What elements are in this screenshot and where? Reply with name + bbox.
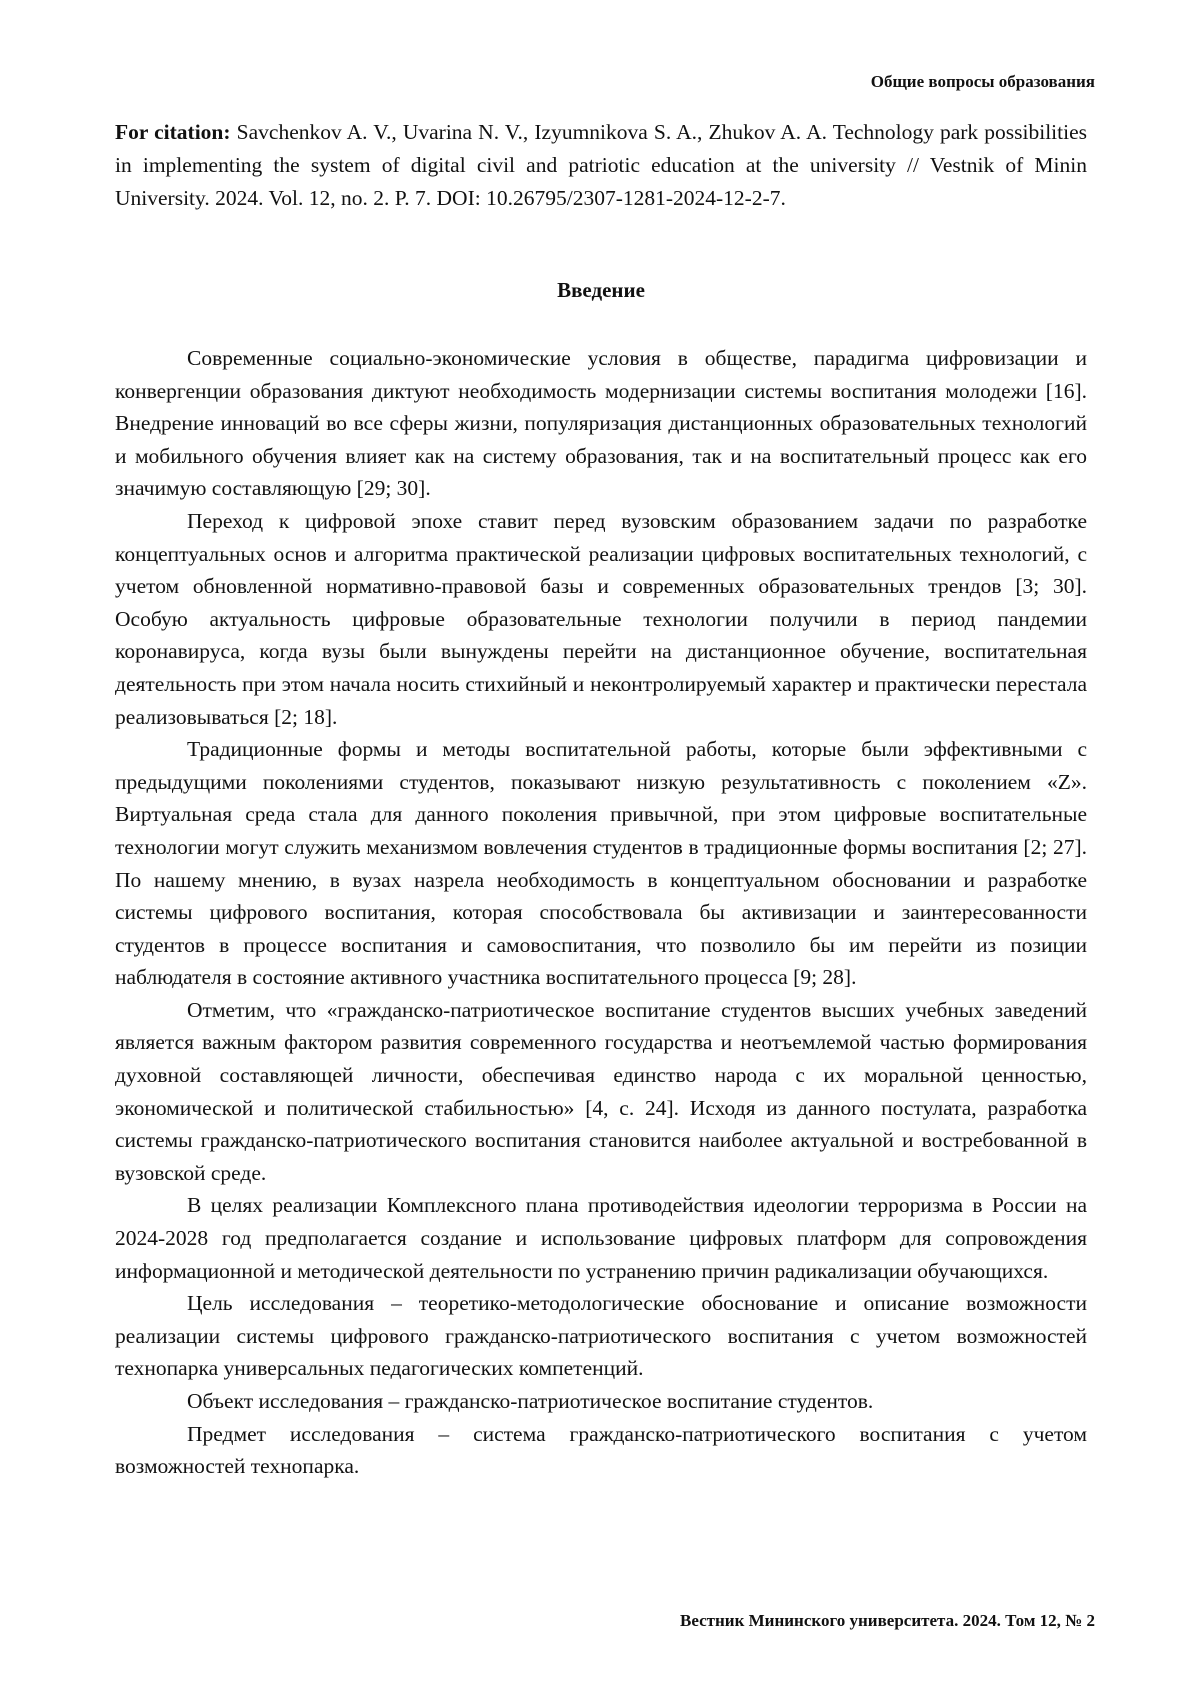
paragraph: Предмет исследования – система гражданско-патриотического воспитания с учетом возможностей технопарка. [115, 1418, 1087, 1483]
paragraph: Современные социально-экономические условия в обществе, парадигма цифровизации и конвергенции образования диктуют необходимость модернизации системы воспитания молодежи [16]. Внедрение инноваций во все сферы жизни, популяризация дистанционных образовательных технологий и мобильного обучения влияет как на систему образования, так и на воспитательный процесс как его значимую составляющую [29; 30]. [115, 342, 1087, 505]
running-footer: Вестник Мининского университета. 2024. Том 12, № 2 [680, 1611, 1095, 1631]
citation-text: Savchenkov A. V., Uvarina N. V., Izyumnikova S. A., Zhukov A. A. Technology park possibilities in implementing the system of digital civil and patriotic education at the university // Vestnik of Minin University. 2024. Vol. 12, no. 2. P. 7. DOI: 10.26795/2307-1281-2024-12-2-7. [115, 120, 1087, 210]
running-header: Общие вопросы образования [871, 72, 1095, 92]
paragraph: Переход к цифровой эпохе ставит перед вузовским образованием задачи по разработке концептуальных основ и алгоритма практической реализации цифровых воспитательных технологий, с учетом обновленной нормативно-правовой базы и современных образовательных трендов [3; 30]. Особую актуальность цифровые образовательные технологии получили в период пандемии коронавируса, когда вузы были вынуждены перейти на дистанционное обучение, воспитательная деятельность при этом начала носить стихийный и неконтролируемый характер и практически перестала реализовываться [2; 18]. [115, 505, 1087, 733]
paragraph: Традиционные формы и методы воспитательной работы, которые были эффективными с предыдущими поколениями студентов, показывают низкую результативность с поколением «Z». Виртуальная среда стала для данного поколения привычной, при этом цифровые воспитательные технологии могут служить механизмом вовлечения студентов в традиционные формы воспитания [2; 27]. По нашему мнению, в вузах назрела необходимость в концептуальном обосновании и разработке системы цифрового воспитания, которая способствовала бы активизации и заинтересованности студентов в процессе воспитания и самовоспитания, что позволило бы им перейти из позиции наблюдателя в состояние активного участника воспитательного процесса [9; 28]. [115, 733, 1087, 994]
document-page [0, 0, 1200, 1697]
citation-block [115, 116, 1087, 215]
section-title: Введение [115, 278, 1087, 303]
paragraph: Объект исследования – гражданско-патриотическое воспитание студентов. [115, 1385, 1087, 1418]
body-text [115, 342, 1087, 1483]
paragraph: В целях реализации Комплексного плана противодействия идеологии терроризма в России на 2024-2028 год предполагается создание и использование цифровых платформ для сопровождения информационной и методической деятельности по устранению причин радикализации обучающихся. [115, 1189, 1087, 1287]
citation-label: For citation: [115, 120, 231, 144]
paragraph: Отметим, что «гражданско-патриотическое воспитание студентов высших учебных заведений является важным фактором развития современного государства и неотъемлемой частью формирования духовной составляющей личности, обеспечивая единство народа с их моральной ценностью, экономической и политической стабильностью» [4, с. 24]. Исходя из данного постулата, разработка системы гражданско-патриотического воспитания становится наиболее актуальной и востребованной в вузовской среде. [115, 994, 1087, 1190]
paragraph: Цель исследования – теоретико-методологические обоснование и описание возможности реализации системы цифрового гражданско-патриотического воспитания с учетом возможностей технопарка универсальных педагогических компетенций. [115, 1287, 1087, 1385]
